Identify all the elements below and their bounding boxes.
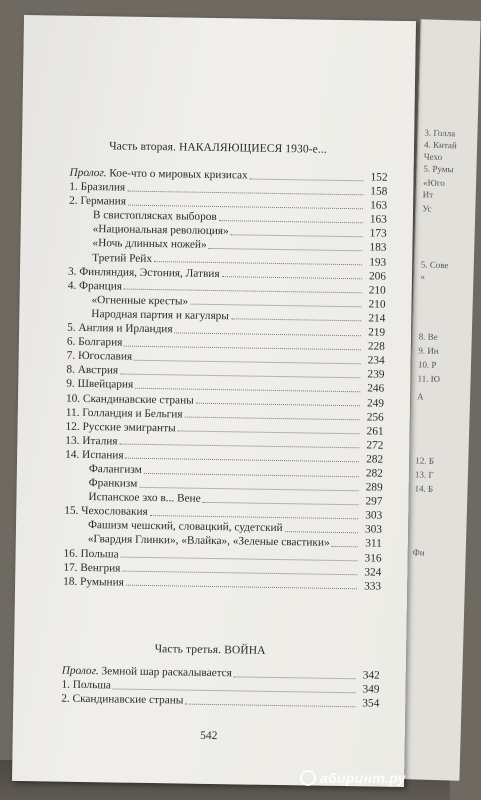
toc-entry-title (63, 546, 118, 561)
toc-entry-page: 228 (367, 340, 385, 353)
toc-entry-title (66, 377, 133, 392)
toc-entry-title (65, 448, 124, 463)
toc-entry-title (63, 560, 120, 575)
toc-entry-text: Кое-что о мировых кризисах (106, 167, 248, 182)
back-page-text: 13. Г (414, 469, 434, 480)
leader-dots (122, 563, 357, 576)
back-page-text: 8. Ве (418, 331, 438, 342)
toc-entry-title (67, 335, 123, 350)
part-two-title: Часть вторая. НАКАЛЯЮЩИЕСЯ 1930-е... (109, 140, 327, 156)
toc-entry-page: 316 (364, 551, 382, 565)
toc-entry-page: 206 (368, 270, 387, 283)
toc-entry-text: Третий Рейх (92, 251, 153, 265)
toc-entry-page: 349 (362, 683, 380, 696)
leader-dots (120, 365, 360, 378)
toc-entry-text: 4. Франция (67, 279, 123, 293)
back-page-text: 12. Б (415, 455, 435, 466)
toc-entry-page: 214 (368, 312, 386, 325)
back-page-text: 9. Ин (418, 345, 439, 356)
back-page-text: Ит (422, 189, 434, 200)
toc-entry-text: Земной шар раскалывается (98, 665, 233, 680)
toc-entry-page: 282 (366, 453, 384, 466)
toc-entry-title (61, 678, 111, 693)
toc-entry-text: Народная партия и кагуляры (91, 308, 230, 323)
toc-entry-text: 18. Румыния (63, 575, 125, 589)
toc-entry-title (68, 278, 122, 293)
leader-dots (178, 423, 360, 435)
leader-dots (124, 281, 362, 294)
back-page-text: «Юго (422, 177, 445, 189)
leader-dots (126, 577, 357, 590)
toc-entry-page: 152 (370, 171, 388, 184)
leader-dots (126, 450, 360, 463)
toc-entry-text: «Гвардия Глинки», «Влайка», «Зеленые свастики» (87, 533, 330, 550)
toc-entry-text: 5. Англия и Ирландия (67, 321, 173, 336)
toc-part-three (61, 664, 380, 711)
leader-dots (113, 680, 356, 693)
toc-entry-text: «Ночь длинных ножей» (92, 237, 207, 252)
toc-entry-text: 6. Болгария (66, 335, 123, 349)
toc-entry-text: 14. Испания (65, 448, 124, 462)
toc-entry-text: «Национальная революция» (92, 223, 229, 238)
leader-dots (196, 395, 360, 407)
toc-entry-page: 246 (367, 382, 385, 396)
back-page-text: А (416, 391, 424, 402)
toc-entry-page: 163 (370, 199, 388, 212)
leader-dots (285, 523, 359, 533)
labyrinth-logo-icon (300, 770, 316, 786)
toc-entry-page: 272 (366, 439, 384, 452)
toc-entry-page: 354 (362, 697, 380, 710)
leader-dots (231, 311, 362, 322)
toc-entry-page: 210 (368, 284, 386, 297)
toc-entry-page: 158 (370, 185, 388, 198)
back-page-text: Чехо (423, 151, 443, 162)
part-three-title: Часть третья. ВОЙНА (154, 643, 266, 657)
leader-dots (121, 549, 358, 562)
toc-entry-text: 11. Голландия и Бельгия (65, 406, 183, 421)
toc-entry-title (61, 692, 183, 708)
leader-dots (175, 324, 362, 336)
toc-entry-page: 303 (365, 509, 383, 522)
back-page-text: 10. Р (417, 359, 437, 370)
leader-dots (128, 196, 363, 209)
toc-entry-page: 303 (364, 523, 383, 536)
toc-entry-text: 13. Италия (65, 434, 118, 448)
toc-entry-page: 256 (366, 410, 384, 424)
toc-entry-page: 173 (369, 227, 387, 241)
leader-dots (209, 240, 363, 251)
toc-part-two (63, 166, 388, 594)
toc-entry-text: 12. Русские эмигранты (65, 420, 176, 435)
toc-entry-text: Фалангизм (88, 463, 142, 476)
leader-dots (190, 296, 361, 308)
toc-entry-text: В свистоплясках выборов (92, 209, 217, 224)
toc-entry-title (65, 462, 142, 477)
toc-entry-page: 193 (369, 255, 387, 269)
toc-entry-text: 2. Германия (69, 194, 127, 208)
toc-entry-title (66, 363, 118, 378)
toc-entry-text: Испанское эхо в... Вене (88, 491, 201, 505)
leader-dots (134, 352, 361, 365)
toc-entry-page: 210 (368, 298, 386, 311)
toc-entry-text: Фашизм чешский, словацкий, судетский (87, 519, 283, 535)
toc-entry-title (69, 194, 126, 209)
toc-entry-page: 163 (369, 213, 387, 226)
toc-entry-page: 282 (365, 467, 383, 480)
toc-entry-text: 16. Польша (63, 547, 119, 561)
toc-entry-page: 342 (362, 669, 380, 682)
leader-dots (231, 226, 363, 237)
toc-entry-page: 311 (365, 537, 382, 551)
page-number: 542 (200, 729, 218, 743)
toc-entry-title (65, 433, 117, 448)
leader-dots (150, 507, 359, 519)
toc-entry-title (68, 250, 152, 265)
toc-entry-text: 9. Швейцария (66, 378, 134, 392)
toc-entry-text: 10. Скандинавские страны (65, 392, 194, 407)
watermark-logo (300, 770, 406, 786)
toc-entry-title (65, 476, 138, 491)
back-page-text: 5. Сове (420, 259, 449, 271)
back-page-text: 4. Китай (423, 139, 457, 151)
toc-entry-page: 183 (369, 241, 387, 255)
book-page (12, 15, 416, 787)
leader-dots (124, 337, 361, 350)
leader-dots (219, 212, 363, 223)
toc-entry-text: 2. Скандинавские страны (61, 692, 184, 707)
leader-dots (250, 170, 364, 181)
toc-entry-page: 324 (364, 566, 382, 579)
toc-entry-text: 15. Чехословакия (64, 504, 148, 519)
toc-entry-title (64, 504, 148, 519)
toc-entry-text: 8. Австрия (66, 363, 119, 377)
toc-entry-page: 239 (367, 368, 385, 381)
toc-entry-prefix: Пролог. (69, 166, 107, 180)
toc-entry-text: 3. Финляндия, Эстония, Латвия (67, 265, 220, 280)
leader-dots (127, 182, 363, 195)
toc-entry-page: 234 (367, 354, 385, 367)
toc-entry-page: 249 (366, 396, 385, 410)
toc-entry-title (69, 180, 125, 195)
back-page-text: 11. Ю (417, 373, 441, 384)
back-page-text: Ус (422, 203, 432, 214)
leader-dots (234, 668, 356, 679)
toc-entry-page: 261 (366, 425, 384, 438)
leader-dots (144, 464, 359, 476)
toc-entry-text: «Огненные кресты» (91, 293, 189, 308)
toc-entry-text: 17. Венгрия (63, 561, 121, 575)
toc-entry-text: Франкизм (88, 477, 138, 490)
toc-entry-text: 1. Польша (61, 678, 112, 692)
leader-dots (222, 268, 363, 279)
leader-dots (184, 409, 359, 421)
toc-entry-prefix: Пролог. (61, 664, 99, 678)
back-page-text: Фи (412, 547, 425, 558)
back-page-text: 3. Голла (424, 127, 456, 139)
leader-dots (154, 253, 362, 265)
back-page-text: 5. Румы (423, 163, 454, 175)
toc-entry-title (67, 349, 133, 364)
toc-entry-page: 289 (365, 481, 383, 494)
toc-entry-page: 297 (365, 495, 383, 508)
toc-entry-title (63, 574, 124, 589)
leader-dots (203, 494, 359, 505)
toc-entry-page: 219 (368, 326, 386, 339)
back-page-text: 14. Б (414, 483, 434, 494)
leader-dots (119, 436, 359, 449)
leader-dots (332, 538, 358, 547)
watermark-text: абиринт.ру (320, 770, 406, 786)
toc-entry-text: 1. Бразилия (69, 180, 126, 194)
leader-dots (135, 380, 360, 393)
leader-dots (139, 478, 358, 490)
back-page-text: « (420, 271, 426, 282)
toc-entry-text: 7. Югославия (66, 349, 133, 363)
leader-dots (185, 695, 355, 707)
toc-entry-page: 333 (364, 580, 382, 593)
